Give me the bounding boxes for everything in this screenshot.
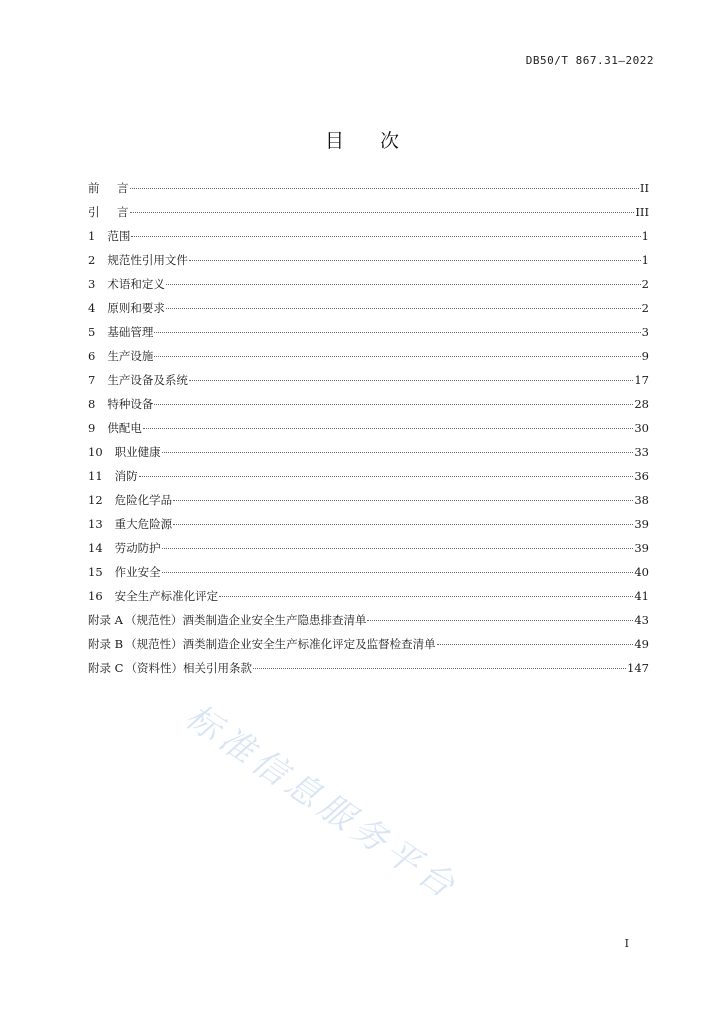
toc-entry-title: 范围 — [107, 229, 131, 243]
toc-entry-title: 生产设施 — [107, 349, 154, 363]
toc-entry-title: （规范性）酒类制造企业安全生产标准化评定及监督检查清单 — [125, 637, 436, 651]
dot-leader — [162, 571, 634, 573]
dot-leader — [162, 451, 634, 453]
toc-entry-title: 言 — [105, 205, 129, 219]
toc-entry-title: 术语和定义 — [107, 277, 165, 291]
toc-entry-number: 13 — [88, 517, 103, 531]
dot-leader — [130, 187, 639, 189]
dot-leader — [130, 211, 635, 213]
toc-entry-page: 39 — [634, 517, 649, 531]
toc-entry-title: 职业健康 — [114, 445, 161, 459]
toc-entry-title: 重大危险源 — [114, 517, 173, 531]
page-title — [0, 126, 724, 153]
toc-entry[interactable] — [88, 540, 649, 564]
toc-entry[interactable] — [88, 372, 649, 396]
dot-leader — [367, 619, 633, 621]
toc-entry-title: （规范性）酒类制造企业安全生产隐患排查清单 — [124, 613, 367, 627]
toc-entry[interactable] — [88, 228, 649, 252]
toc-entry-page: 41 — [634, 589, 649, 603]
dot-leader — [154, 331, 640, 333]
toc-entry[interactable] — [88, 420, 649, 444]
toc-entry[interactable] — [88, 252, 649, 276]
toc-entry-page: 1 — [641, 253, 649, 267]
toc-entry-title: 规范性引用文件 — [107, 253, 188, 267]
dot-leader — [253, 667, 626, 669]
toc-entry-number: 附录 C — [88, 661, 124, 675]
toc-entry[interactable] — [88, 516, 649, 540]
title-char-1: 目 — [324, 130, 344, 152]
toc-entry[interactable] — [88, 276, 649, 300]
toc-entry-page: 30 — [634, 421, 649, 435]
toc-entry[interactable] — [88, 444, 649, 468]
toc-entry-title: 基础管理 — [107, 325, 154, 339]
dot-leader — [189, 379, 634, 381]
dot-leader — [131, 235, 640, 237]
document-code: DB50/T 867.31—2022 — [525, 54, 654, 67]
toc-entry[interactable] — [88, 204, 649, 228]
toc-entry[interactable] — [88, 396, 649, 420]
dot-leader — [139, 475, 634, 477]
toc-entry-number: 1 — [88, 229, 96, 243]
toc-entry-number: 14 — [88, 541, 103, 555]
toc-entry-title: （资料性）相关引用条款 — [125, 661, 252, 675]
toc-entry-title: 危险化学品 — [114, 493, 173, 507]
toc-entry[interactable] — [88, 348, 649, 372]
dot-leader — [173, 499, 633, 501]
page-number: I — [624, 937, 629, 950]
dot-leader — [173, 523, 633, 525]
toc-entry-page: 43 — [634, 613, 649, 627]
toc-entry-number: 5 — [88, 325, 96, 339]
toc-entry[interactable] — [88, 180, 649, 204]
toc-entry[interactable] — [88, 324, 649, 348]
toc-entry-number: 引 — [88, 205, 100, 219]
toc-entry-title: 作业安全 — [114, 565, 161, 579]
dot-leader — [166, 283, 641, 285]
toc-entry-title: 消防 — [114, 469, 138, 483]
toc-entry-page: 33 — [634, 445, 649, 459]
toc-entry-page: 38 — [634, 493, 649, 507]
toc-entry[interactable] — [88, 660, 649, 684]
toc-entry-page: II — [639, 181, 649, 195]
toc-entry-title: 原则和要求 — [107, 301, 165, 315]
toc-entry[interactable] — [88, 612, 649, 636]
watermark: 标准信息服务平台 — [178, 696, 466, 909]
toc-entry-title: 生产设备及系统 — [107, 373, 188, 387]
toc-entry-number: 3 — [88, 277, 96, 291]
toc-entry-number: 11 — [88, 469, 103, 483]
toc-entry-page: 2 — [641, 301, 649, 315]
toc-entry-number: 7 — [88, 373, 96, 387]
toc-entry[interactable] — [88, 636, 649, 660]
dot-leader — [154, 355, 640, 357]
toc-entry-number: 16 — [88, 589, 103, 603]
toc-entry[interactable] — [88, 564, 649, 588]
toc-entry-title: 特种设备 — [107, 397, 154, 411]
toc-entry-number: 6 — [88, 349, 96, 363]
toc-entry-title: 言 — [105, 181, 129, 195]
toc-entry-page: 147 — [627, 661, 649, 675]
dot-leader — [143, 427, 634, 429]
dot-leader — [162, 547, 634, 549]
toc-entry-page: 3 — [641, 325, 649, 339]
toc-entry-number: 附录 B — [88, 637, 124, 651]
toc-entry-page: 49 — [634, 637, 649, 651]
toc-entry-title: 安全生产标准化评定 — [114, 589, 219, 603]
toc-entry-number: 12 — [88, 493, 103, 507]
dot-leader — [219, 595, 633, 597]
toc-entry-title: 劳动防护 — [114, 541, 161, 555]
title-char-2: 次 — [380, 130, 400, 152]
toc-entry-number: 10 — [88, 445, 103, 459]
toc-entry-number: 前 — [88, 181, 100, 195]
table-of-contents — [88, 180, 649, 684]
toc-entry-page: III — [635, 205, 649, 219]
dot-leader — [154, 403, 633, 405]
toc-entry-number: 15 — [88, 565, 103, 579]
dot-leader — [189, 259, 641, 261]
toc-entry-page: 1 — [641, 229, 649, 243]
toc-entry-number: 8 — [88, 397, 96, 411]
dot-leader — [437, 643, 634, 645]
toc-entry-page: 36 — [634, 469, 649, 483]
toc-entry-page: 17 — [634, 373, 649, 387]
toc-entry-number: 4 — [88, 301, 96, 315]
toc-entry-page: 9 — [641, 349, 649, 363]
toc-entry[interactable] — [88, 468, 649, 492]
toc-entry-number: 附录 A — [88, 613, 123, 627]
toc-entry[interactable] — [88, 300, 649, 324]
toc-entry-page: 28 — [634, 397, 649, 411]
toc-entry[interactable] — [88, 588, 649, 612]
dot-leader — [166, 307, 641, 309]
toc-entry-page: 2 — [641, 277, 649, 291]
toc-entry-title: 供配电 — [107, 421, 142, 435]
toc-entry-page: 39 — [634, 541, 649, 555]
toc-entry-number: 2 — [88, 253, 96, 267]
toc-entry-number: 9 — [88, 421, 96, 435]
toc-entry-page: 40 — [634, 565, 649, 579]
toc-entry[interactable] — [88, 492, 649, 516]
